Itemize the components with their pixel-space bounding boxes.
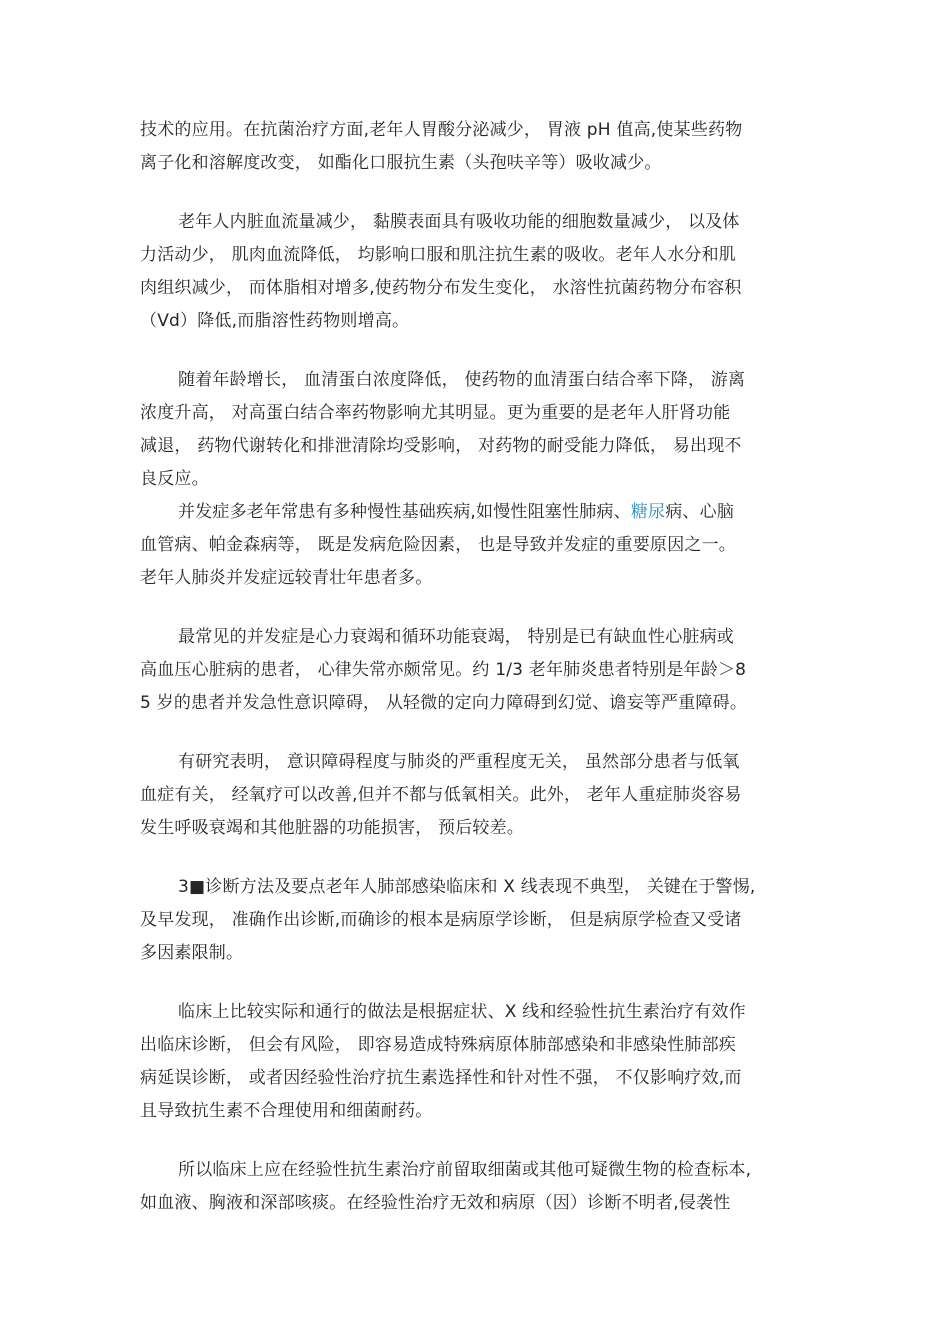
paragraph [140,496,812,595]
text-line: 如血液、胸液和深部咳痰。在经验性治疗无效和病原（因）诊断不明者,侵袭性 [140,1193,731,1213]
text-line: 良反应。 [140,469,209,489]
text-line: 离子化和溶解度改变， 如酯化口服抗生素（头孢呋辛等）吸收减少。 [140,153,662,173]
text-line: 多因素限制。 [140,943,244,963]
paragraph [140,1154,812,1220]
text-segment: 并发症多老年常患有多种慢性基础疾病,如慢性阻塞性肺病、 [178,502,631,522]
paragraph [140,746,812,845]
text-line: 出临床诊断， 但会有风险， 即容易造成特殊病原体肺部感染和非感染性肺部疾 [140,1035,737,1055]
text-line: 技术的应用。在抗菌治疗方面,老年人胃酸分泌减少， 胃液 pH 值高,使某些药物 [140,120,743,140]
text-line: 有研究表明， 意识障碍程度与肺炎的严重程度无关， 虽然部分患者与低氧 [178,752,740,772]
text-line: 老年人内脏血流量减少， 黏膜表面具有吸收功能的细胞数量减少， 以及体 [178,212,740,232]
text-line: 所以临床上应在经验性抗生素治疗前留取细菌或其他可疑微生物的检查标本, [178,1160,752,1180]
text-line: 浓度升高， 对高蛋白结合率药物影响尤其明显。更为重要的是老年人肝肾功能 [140,403,731,423]
text-line: （Vd）降低,而脂溶性药物则增高。 [140,311,410,331]
text-line: 高血压心脏病的患者， 心律失常亦颇常见。约 1/3 老年肺炎患者特别是年龄＞8 [140,660,747,680]
paragraph [140,621,812,720]
text-line: 发生呼吸衰竭和其他脏器的功能损害， 预后较差。 [140,818,525,838]
text-line: 临床上比较实际和通行的做法是根据症状、X 线和经验性抗生素治疗有效作 [178,1002,746,1022]
paragraph [140,871,812,970]
text-line: 老年人肺炎并发症远较青壮年患者多。 [140,568,433,588]
text-line: 血症有关， 经氧疗可以改善,但并不都与低氧相关。此外， 老年人重症肺炎容易 [140,785,742,805]
paragraph [140,206,812,338]
paragraph [140,114,812,180]
diabetes-link[interactable]: 糖尿 [630,502,666,522]
text-line: 肉组织减少， 而体脂相对增多,使药物分布发生变化， 水溶性抗菌药物分布容积 [140,278,742,298]
text-line: 且导致抗生素不合理使用和细菌耐药。 [140,1101,433,1121]
text-line: 3■诊断方法及要点老年人肺部感染临床和 X 线表现不典型， 关键在于警惕, [178,877,756,897]
text-line: 5 岁的患者并发急性意识障碍， 从轻微的定向力障碍到幻觉、谵妄等严重障碍。 [140,693,748,713]
text-line [140,496,812,529]
paragraph [140,364,812,496]
text-segment: 病、心脑 [665,502,735,522]
text-line: 病延误诊断， 或者因经验性治疗抗生素选择性和针对性不强， 不仅影响疗效,而 [140,1068,742,1088]
text-line: 血管病、帕金森病等， 既是发病危险因素， 也是导致并发症的重要原因之一。 [140,535,737,555]
text-line: 随着年龄增长， 血清蛋白浓度降低， 使药物的血清蛋白结合率下降， 游离 [178,370,746,390]
document-body [140,114,812,1220]
text-line: 及早发现， 准确作出诊断,而确诊的根本是病原学诊断， 但是病原学检查又受诸 [140,910,742,930]
text-line: 力活动少， 肌肉血流降低， 均影响口服和肌注抗生素的吸收。老年人水分和肌 [140,245,737,265]
paragraph [140,996,812,1128]
text-line: 减退， 药物代谢转化和排泄清除均受影响， 对药物的耐受能力降低， 易出现不 [140,436,742,456]
text-line: 最常见的并发症是心力衰竭和循环功能衰竭， 特别是已有缺血性心脏病或 [178,627,735,647]
